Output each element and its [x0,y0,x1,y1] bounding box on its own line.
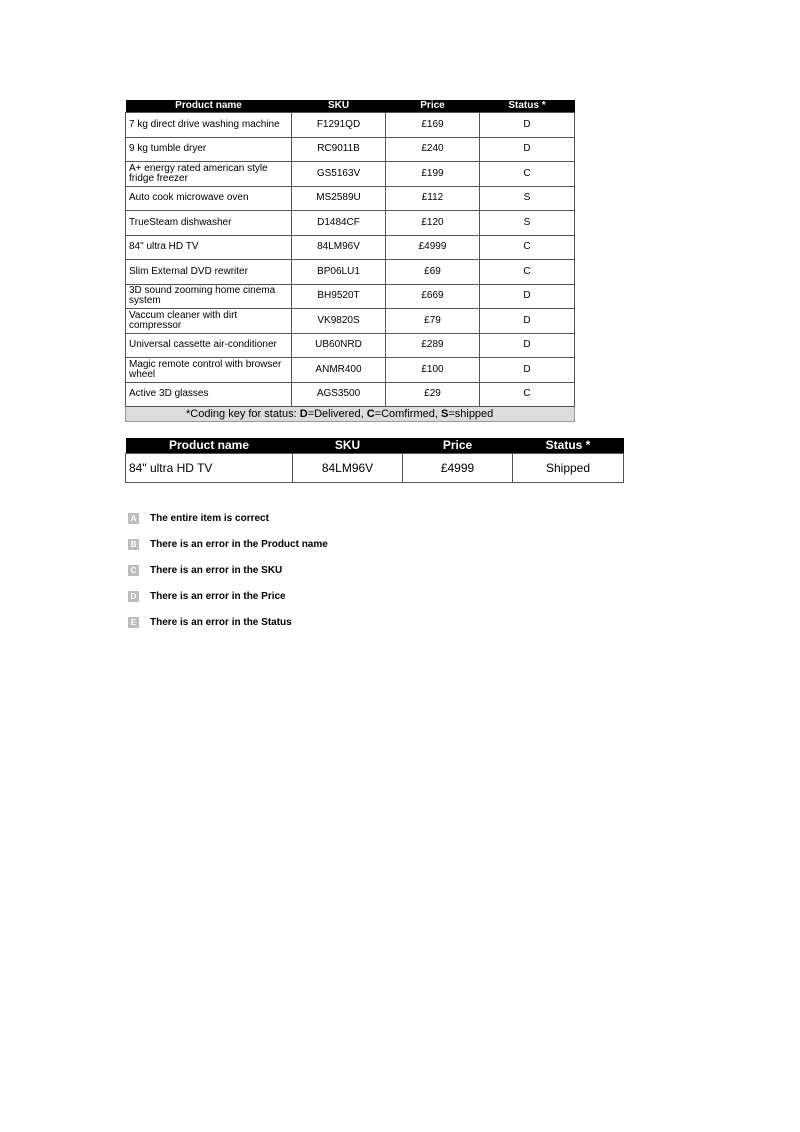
option-text: There is an error in the Status [150,617,292,628]
table-row [126,235,575,260]
question-row [126,454,624,483]
cell-product-name: 84" ultra HD TV [126,235,292,260]
cell-product-name: Magic remote control with browser wheel [126,358,292,383]
table-row [126,284,575,309]
cell-product-name: 9 kg tumble dryer [126,137,292,162]
cell-price: £120 [386,211,480,236]
cell-product-name: TrueSteam dishwasher [126,211,292,236]
option-d[interactable] [128,590,328,603]
option-letter-box: A [128,513,139,524]
cell-sku: D1484CF [292,211,386,236]
cell-product-name: A+ energy rated american style fridge freezer [126,162,292,187]
cell-price: £289 [386,333,480,358]
cell-sku: 84LM96V [293,454,403,483]
cell-product-name: 3D sound zooming home cinema system [126,284,292,309]
cell-sku: BP06LU1 [292,260,386,285]
status-coding-key [126,407,575,422]
option-a[interactable] [128,512,328,525]
cell-price: £169 [386,113,480,138]
cell-price: £240 [386,137,480,162]
cell-price: £4999 [403,454,513,483]
key-c-text: =Comfirmed, [374,408,441,420]
option-letter-box: C [128,565,139,576]
key-s-code: S [440,408,449,420]
answer-options [128,512,328,642]
table-row [126,211,575,236]
option-c[interactable] [128,564,328,577]
key-prefix: *Coding key for status: [186,408,300,420]
cell-product-name: Active 3D glasses [126,382,292,407]
table-row [126,309,575,334]
cell-status: D [480,358,575,383]
cell-status: D [480,333,575,358]
cell-status: S [480,211,575,236]
cell-sku: UB60NRD [292,333,386,358]
cell-status: D [480,113,575,138]
option-e[interactable] [128,616,328,629]
option-letter-box: B [128,539,139,550]
header-status: Status * [480,100,575,113]
cell-product-name: Vaccum cleaner with dirt compressor [126,309,292,334]
cell-status: C [480,235,575,260]
table-row [126,113,575,138]
cell-sku: GS5163V [292,162,386,187]
table-row [126,186,575,211]
header-price: Price [386,100,480,113]
question-table [125,438,624,483]
key-s-text: =shipped [448,408,494,420]
cell-status: D [480,309,575,334]
cell-product-name: Slim External DVD rewriter [126,260,292,285]
question-table-header [126,438,624,454]
header-product-name: Product name [126,438,293,454]
option-text: There is an error in the Price [150,591,286,602]
cell-product-name: 7 kg direct drive washing machine [126,113,292,138]
header-sku: SKU [293,438,403,454]
reference-table-header [126,100,575,113]
cell-price: £112 [386,186,480,211]
cell-price: £669 [386,284,480,309]
cell-sku: ANMR400 [292,358,386,383]
cell-sku: AGS3500 [292,382,386,407]
cell-product-name: 84" ultra HD TV [126,454,293,483]
cell-product-name: Universal cassette air-conditioner [126,333,292,358]
header-price: Price [403,438,513,454]
option-b[interactable] [128,538,328,551]
table-row [126,137,575,162]
cell-sku: F1291QD [292,113,386,138]
cell-price: £199 [386,162,480,187]
option-text: There is an error in the Product name [150,539,328,550]
table-row [126,162,575,187]
cell-price: £4999 [386,235,480,260]
cell-sku: RC9011B [292,137,386,162]
cell-price: £29 [386,382,480,407]
cell-status: D [480,284,575,309]
cell-sku: MS2589U [292,186,386,211]
cell-sku: 84LM96V [292,235,386,260]
header-sku: SKU [292,100,386,113]
key-d-text: =Delivered, [307,408,367,420]
option-text: There is an error in the SKU [150,565,283,576]
cell-status: C [480,382,575,407]
reference-table [125,100,575,422]
reference-table-body [126,113,575,407]
cell-status: D [480,137,575,162]
cell-sku: VK9820S [292,309,386,334]
cell-price: £69 [386,260,480,285]
option-letter-box: D [128,591,139,602]
cell-status: Shipped [513,454,624,483]
table-row [126,333,575,358]
table-row [126,260,575,285]
cell-price: £79 [386,309,480,334]
option-text: The entire item is correct [150,513,269,524]
cell-status: C [480,260,575,285]
option-letter-box: E [128,617,139,628]
key-c-code: C [366,408,375,420]
header-status: Status * [513,438,624,454]
table-row [126,358,575,383]
table-row [126,382,575,407]
cell-sku: BH9520T [292,284,386,309]
header-product-name: Product name [126,100,292,113]
cell-status: S [480,186,575,211]
cell-status: C [480,162,575,187]
cell-product-name: Auto cook microwave oven [126,186,292,211]
cell-price: £100 [386,358,480,383]
key-d-code: D [299,408,308,420]
